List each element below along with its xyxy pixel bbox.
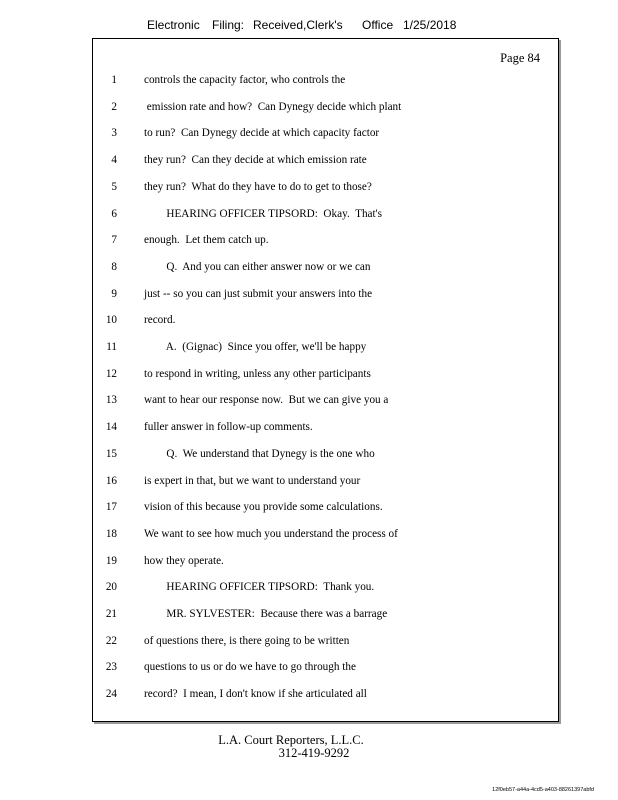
line-text: We want to see how much you understand the process of: [144, 527, 398, 540]
filing-stamp-header: [0, 18, 618, 34]
line-number: 17: [105, 501, 117, 514]
transcript-line: [93, 605, 558, 623]
transcript-line: [93, 445, 558, 463]
transcript-line: [93, 285, 558, 303]
transcript-line: [93, 658, 558, 676]
line-text: to run? Can Dynegy decide at which capacity factor: [144, 127, 380, 140]
line-number: 14: [105, 421, 117, 434]
line-number: 20: [105, 581, 117, 594]
filing-filing-label: Filing:: [212, 18, 245, 32]
line-text: to respond in writing, unless any other participants: [144, 367, 371, 380]
line-number: 15: [105, 447, 117, 460]
transcript-line: [93, 498, 558, 516]
line-text: Q. We understand that Dynegy is the one who: [144, 447, 375, 460]
line-number: 19: [105, 554, 117, 567]
line-text: just -- so you can just submit your answers into the: [144, 287, 373, 300]
line-text: fuller answer in follow-up comments.: [144, 421, 313, 434]
line-text: Q. And you can either answer now or we can: [144, 260, 371, 273]
line-text: controls the capacity factor, who controls the: [144, 74, 346, 86]
filing-date: 1/25/2018: [403, 18, 457, 32]
transcript-line: [93, 418, 558, 436]
line-number: 12: [105, 367, 117, 380]
line-number: 10: [105, 314, 117, 327]
line-text: they run? Can they decide at which emission rate: [144, 154, 367, 167]
transcript-page: [92, 38, 559, 722]
line-text: record? I mean, I don't know if she articulated all: [144, 688, 367, 701]
line-number: 6: [111, 207, 117, 220]
transcript-line: [93, 124, 558, 142]
line-number: 22: [105, 634, 117, 647]
transcript-line: [93, 205, 558, 223]
transcript-line: [93, 578, 558, 596]
line-number: 16: [105, 474, 117, 487]
transcript-line: [93, 525, 558, 543]
line-number: 7: [111, 234, 117, 247]
filing-received-label: Received,Clerk's: [253, 18, 343, 32]
filing-electronic-label: Electronic: [147, 18, 200, 32]
line-text: MR. SYLVESTER: Because there was a barrage: [144, 608, 388, 620]
line-text: is expert in that, but we want to understand your: [144, 474, 361, 487]
line-text: emission rate and how? Can Dynegy decide which plant: [144, 100, 402, 113]
line-number: 11: [106, 341, 117, 353]
line-text: want to hear our response now. But we can give you a: [144, 394, 389, 407]
line-text: enough. Let them catch up.: [144, 234, 269, 247]
transcript-line: [93, 231, 558, 249]
transcript-line: [93, 178, 558, 196]
line-text: they run? What do they have to do to get to those?: [144, 180, 372, 193]
transcript-line: [93, 258, 558, 276]
line-text: questions to us or do we have to go through the: [144, 661, 356, 674]
line-number: 21: [105, 608, 117, 620]
line-number: 1: [111, 74, 117, 86]
line-number: 9: [111, 287, 117, 300]
line-number: 23: [105, 661, 117, 674]
line-text: HEARING OFFICER TIPSORD: Okay. That's: [144, 207, 383, 220]
transcript-line: [93, 98, 558, 116]
transcript-line: [93, 632, 558, 650]
court-reporter-phone: 312-419-9292: [278, 746, 350, 760]
line-text: record.: [144, 314, 176, 327]
transcript-line: [93, 391, 558, 409]
line-number: 3: [111, 127, 117, 140]
line-text: A. (Gignac) Since you offer, we'll be happy: [144, 341, 367, 353]
line-number: 5: [111, 180, 117, 193]
line-number: 13: [105, 394, 117, 407]
transcript-line: [93, 472, 558, 490]
line-number: 18: [105, 527, 117, 540]
court-reporter-name: L.A. Court Reporters, L.L.C.: [218, 733, 364, 747]
transcript-line: [93, 151, 558, 169]
line-number: 8: [111, 260, 117, 273]
transcript-line: [93, 552, 558, 570]
transcript-line: [93, 338, 558, 356]
transcript-line: [93, 311, 558, 329]
transcript-line: [93, 365, 558, 383]
line-number: 2: [111, 100, 117, 113]
filing-office-label: Office: [362, 18, 394, 32]
page-number: Page 84: [500, 51, 540, 65]
transcript-line: [93, 685, 558, 703]
document-hash: 12f0eb57-a44a-4cd5-a403-88261397abfd: [492, 787, 594, 793]
line-text: how they operate.: [144, 554, 224, 567]
line-text: HEARING OFFICER TIPSORD: Thank you.: [144, 581, 375, 594]
line-number: 4: [111, 154, 117, 167]
transcript-line: [93, 71, 558, 89]
line-text: of questions there, is there going to be written: [144, 634, 350, 647]
line-number: 24: [105, 688, 117, 701]
line-text: vision of this because you provide some calculations.: [144, 501, 383, 514]
